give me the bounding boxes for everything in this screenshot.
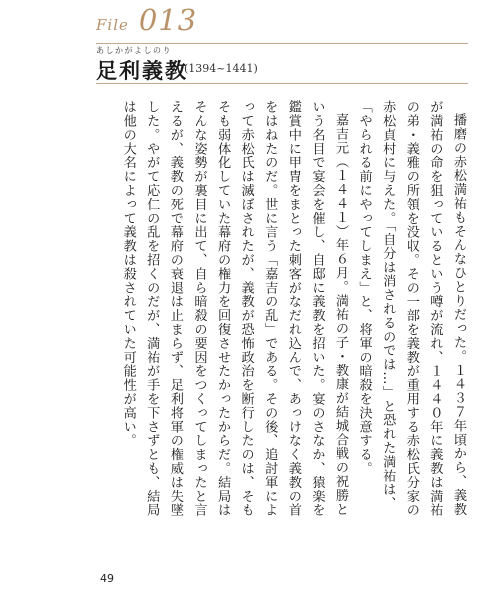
file-word: File [96,16,129,34]
paragraph: 嘉吉元（１４４１）年６月。満祐の子・教康が結城合戦の祝勝という名目で宴会を催し、自邸に義教を招いた。宴のさなか、猿楽を鑑賞中に甲冑をまとった刺客がなだれ込んで、あっけなく義教の首をはねたのだ。世に言う「嘉吉の乱」である。その後、追討軍によって赤松氏は滅ぼされたが、義教が恐怖政治を断行したのは、そもそも弱体化していた幕府の権力を回復させたかったからだ。結局はそんな姿勢が裏目に出て、自ら暗殺の要因をつくってしまったと言えるが、義教の死で幕府の衰退は止まらず、足利将軍の権威は失墜した。やがて応仁の乱を招くのだが、満祐が手を下さずとも、結局は他の大名によって義教は殺されていた可能性が高い。 [120,100,349,517]
person-name: 足利義教 [96,59,188,83]
file-label [96,3,197,37]
paragraph: 播磨の赤松満祐もそんなひとりだった。１４３７年頃から、義教が満祐の命を狙っているという噂が流れ、１４４０年に義教は満祐の弟・義雅の所領を没収。その一部を義教が重用する赤松氏分家の赤松貞村に与えた。「自分は消されるのでは…」と恐れた満祐は、「やられる前にやってしまえ」と、将軍の暗殺を決意する。 [356,100,466,517]
life-years: (1394~1441) [184,62,258,75]
file-number: 013 [138,3,198,37]
body-text [100,100,470,530]
page-number: 49 [100,572,114,585]
name-ruby: あしかがよしのり [96,46,172,55]
header-rule-top [96,43,468,44]
header-rule-bottom [96,83,468,84]
